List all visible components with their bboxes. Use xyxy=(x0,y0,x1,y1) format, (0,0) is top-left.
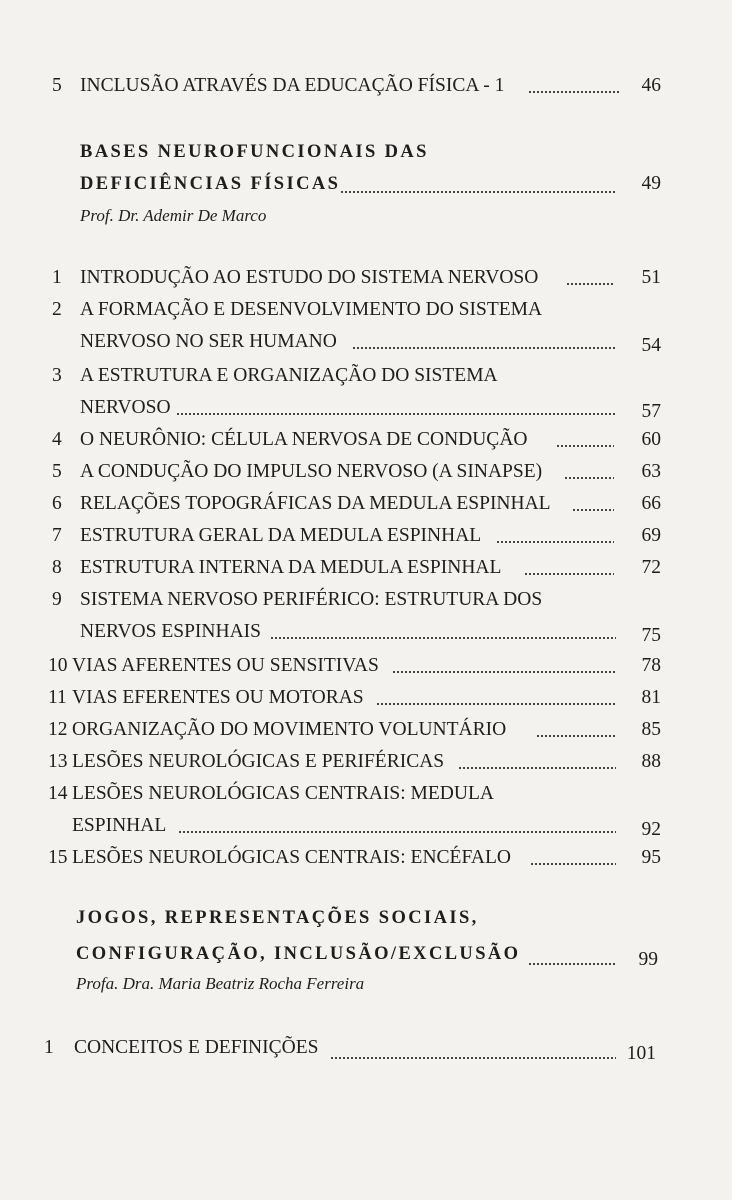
entry-number: 7 xyxy=(52,525,62,546)
entry-title: SISTEMA NERVOSO PERIFÉRICO: ESTRUTURA DOS xyxy=(80,589,543,610)
entry-page: 60 xyxy=(641,429,661,450)
entry-number: 14 xyxy=(48,783,68,804)
leader-dots xyxy=(458,766,616,770)
entry-title: A CONDUÇÃO DO IMPULSO NERVOSO (A SINAPSE) xyxy=(80,461,543,482)
entry-page: 46 xyxy=(641,75,661,96)
entry-number: 15 xyxy=(48,847,68,868)
entry-page: 66 xyxy=(641,493,661,514)
entry-title: VIAS AFERENTES OU SENSITIVAS xyxy=(72,655,379,676)
leader-dots xyxy=(376,702,616,706)
entry-title-cont: NERVOS ESPINHAIS xyxy=(80,621,262,642)
entry-title: ORGANIZAÇÃO DO MOVIMENTO VOLUNTÁRIO xyxy=(72,719,507,740)
entry-number: 13 xyxy=(48,751,68,772)
entry-page: 95 xyxy=(641,847,661,868)
entry-page: 78 xyxy=(641,655,661,676)
leader-dots xyxy=(178,830,616,834)
entry-number: 5 xyxy=(52,461,62,482)
section-page: 99 xyxy=(638,949,658,970)
entry-page: 63 xyxy=(641,461,661,482)
entry-number: 1 xyxy=(44,1037,54,1058)
entry-number: 8 xyxy=(52,557,62,578)
leader-dots xyxy=(330,1056,616,1060)
entry-number: 3 xyxy=(52,365,62,386)
entry-title: O NEURÔNIO: CÉLULA NERVOSA DE CONDUÇÃO xyxy=(80,429,528,450)
entry-page: 72 xyxy=(641,557,661,578)
section-heading-line2: DEFICIÊNCIAS FÍSICAS xyxy=(80,174,341,194)
entry-title: INTRODUÇÃO AO ESTUDO DO SISTEMA NERVOSO xyxy=(80,267,539,288)
entry-title: INCLUSÃO ATRAVÉS DA EDUCAÇÃO FÍSICA - 1 xyxy=(80,75,505,96)
section-heading-line2: CONFIGURAÇÃO, INCLUSÃO/EXCLUSÃO xyxy=(76,944,521,964)
entry-title: LESÕES NEUROLÓGICAS CENTRAIS: ENCÉFALO xyxy=(72,847,511,868)
entry-number: 10 xyxy=(48,655,68,676)
entry-title-cont: NERVOSO xyxy=(80,397,171,418)
entry-number: 1 xyxy=(52,267,62,288)
entry-title: ESTRUTURA GERAL DA MEDULA ESPINHAL xyxy=(80,525,482,546)
leader-dots xyxy=(176,412,616,416)
entry-page: 51 xyxy=(641,267,661,288)
entry-page: 92 xyxy=(641,819,661,840)
entry-title: CONCEITOS E DEFINIÇÕES xyxy=(74,1037,319,1058)
entry-title: LESÕES NEUROLÓGICAS CENTRAIS: MEDULA xyxy=(72,783,494,804)
entry-title: ESTRUTURA INTERNA DA MEDULA ESPINHAL xyxy=(80,557,502,578)
entry-number: 12 xyxy=(48,719,68,740)
entry-page: 88 xyxy=(641,751,661,772)
entry-title: VIAS EFERENTES OU MOTORAS xyxy=(72,687,364,708)
entry-page: 54 xyxy=(641,335,661,356)
leader-dots xyxy=(352,346,616,350)
entry-title: A ESTRUTURA E ORGANIZAÇÃO DO SISTEMA xyxy=(80,365,498,386)
entry-title: A FORMAÇÃO E DESENVOLVIMENTO DO SISTEMA xyxy=(80,299,543,320)
leader-dots xyxy=(496,540,614,544)
leader-dots xyxy=(340,190,616,194)
entry-title: LESÕES NEUROLÓGICAS E PERIFÉRICAS xyxy=(72,751,445,772)
leader-dots xyxy=(270,636,616,640)
entry-page: 69 xyxy=(641,525,661,546)
entry-page: 101 xyxy=(626,1043,656,1064)
section-author: Prof. Dr. Ademir De Marco xyxy=(80,206,267,225)
entry-number: 9 xyxy=(52,589,62,610)
leader-dots xyxy=(392,670,616,674)
entry-number: 2 xyxy=(52,299,62,320)
entry-page: 81 xyxy=(641,687,661,708)
entry-page: 57 xyxy=(641,401,661,422)
entry-number: 5 xyxy=(52,75,62,96)
entry-title-cont: ESPINHAL xyxy=(72,815,167,836)
entry-number: 4 xyxy=(52,429,62,450)
entry-number: 11 xyxy=(48,687,67,708)
entry-title-cont: NERVOSO NO SER HUMANO xyxy=(80,331,337,352)
entry-page: 75 xyxy=(641,625,661,646)
section-heading-line1: JOGOS, REPRESENTAÇÕES SOCIAIS, xyxy=(76,908,479,928)
section-heading-line1: BASES NEUROFUNCIONAIS DAS xyxy=(80,142,429,162)
entry-number: 6 xyxy=(52,493,62,514)
section-page: 49 xyxy=(641,173,661,194)
entry-page: 85 xyxy=(641,719,661,740)
section-author: Profa. Dra. Maria Beatriz Rocha Ferreira xyxy=(76,974,365,993)
entry-title: RELAÇÕES TOPOGRÁFICAS DA MEDULA ESPINHAL xyxy=(80,493,551,514)
